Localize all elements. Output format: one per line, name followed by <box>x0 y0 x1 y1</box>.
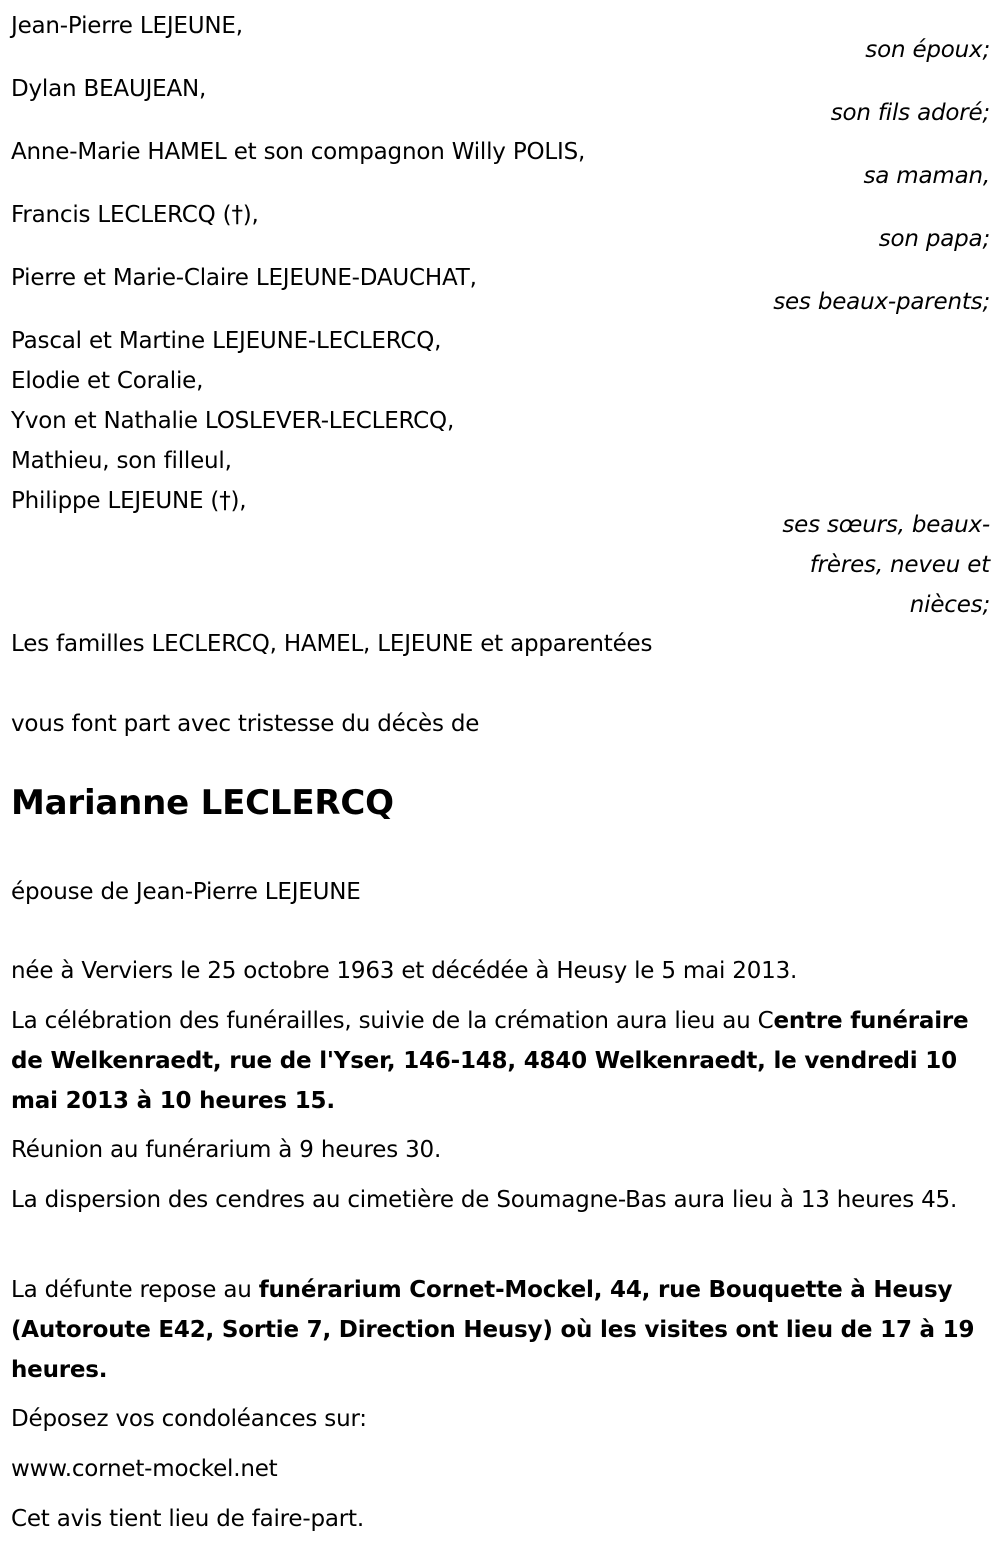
condolences-link[interactable]: www.cornet-mockel.net <box>11 1456 278 1482</box>
repose-intro: La défunte repose au <box>11 1277 259 1303</box>
family-name-mother: Anne-Marie HAMEL et son compagnon Willy POLIS, <box>11 139 586 165</box>
families-line: Les familles LECLERCQ, HAMEL, LEJEUNE et apparentées <box>11 631 653 657</box>
family-name-in-laws: Pierre et Marie-Claire LEJEUNE-DAUCHAT, <box>11 265 477 291</box>
family-role-mother: sa maman, <box>863 163 990 189</box>
birth-death-line: née à Verviers le 25 octobre 1963 et décédée à Heusy le 5 mai 2013. <box>11 958 798 984</box>
siblings-role: ses sœurs, beaux-frères, neveu et nièces; <box>782 512 990 618</box>
sibling-name: Philippe LEJEUNE (†), <box>11 488 247 514</box>
deceased-name: Marianne LECLERCQ <box>11 783 394 823</box>
family-name-father: Francis LECLERCQ (†), <box>11 202 259 228</box>
sibling-name: Elodie et Coralie, <box>11 368 204 394</box>
closing-line: Cet avis tient lieu de faire-part. <box>11 1506 364 1532</box>
family-name-son: Dylan BEAUJEAN, <box>11 76 207 102</box>
announce-line: vous font part avec tristesse du décès de <box>11 711 480 737</box>
spouse-line: épouse de Jean-Pierre LEJEUNE <box>11 879 361 905</box>
sibling-name: Mathieu, son filleul, <box>11 448 232 474</box>
family-role-spouse: son époux; <box>865 37 990 63</box>
ceremony-paragraph <box>11 1001 986 1121</box>
family-role-in-laws: ses beaux-parents; <box>773 289 990 315</box>
ceremony-intro: La célébration des funérailles, suivie de la crémation aura lieu au C <box>11 1008 774 1034</box>
sibling-name: Yvon et Nathalie LOSLEVER-LECLERCQ, <box>11 408 455 434</box>
sibling-name: Pascal et Martine LEJEUNE-LECLERCQ, <box>11 328 442 354</box>
family-role-son: son fils adoré; <box>830 100 990 126</box>
meeting-line: Réunion au funérarium à 9 heures 30. <box>11 1137 442 1163</box>
condolences-label: Déposez vos condoléances sur: <box>11 1406 367 1432</box>
dispersion-paragraph: La dispersion des cendres au cimetière de Soumagne-Bas aura lieu à 13 heures 45. <box>11 1187 958 1213</box>
repose-paragraph <box>11 1270 986 1390</box>
family-role-father: son papa; <box>878 226 990 252</box>
repose-details: funérarium Cornet-Mockel, 44, rue Bouquette à Heusy (Autoroute E42, Sortie 7, Direction Heusy) où les visites ont lieu de 17 à 19 heures. <box>11 1277 975 1383</box>
ceremony-details: entre funéraire de Welkenraedt, rue de l'Yser, 146-148, 4840 Welkenraedt, le vendredi 10 mai 2013 à 10 heures 15. <box>11 1008 969 1114</box>
family-name-spouse: Jean-Pierre LEJEUNE, <box>11 13 243 39</box>
